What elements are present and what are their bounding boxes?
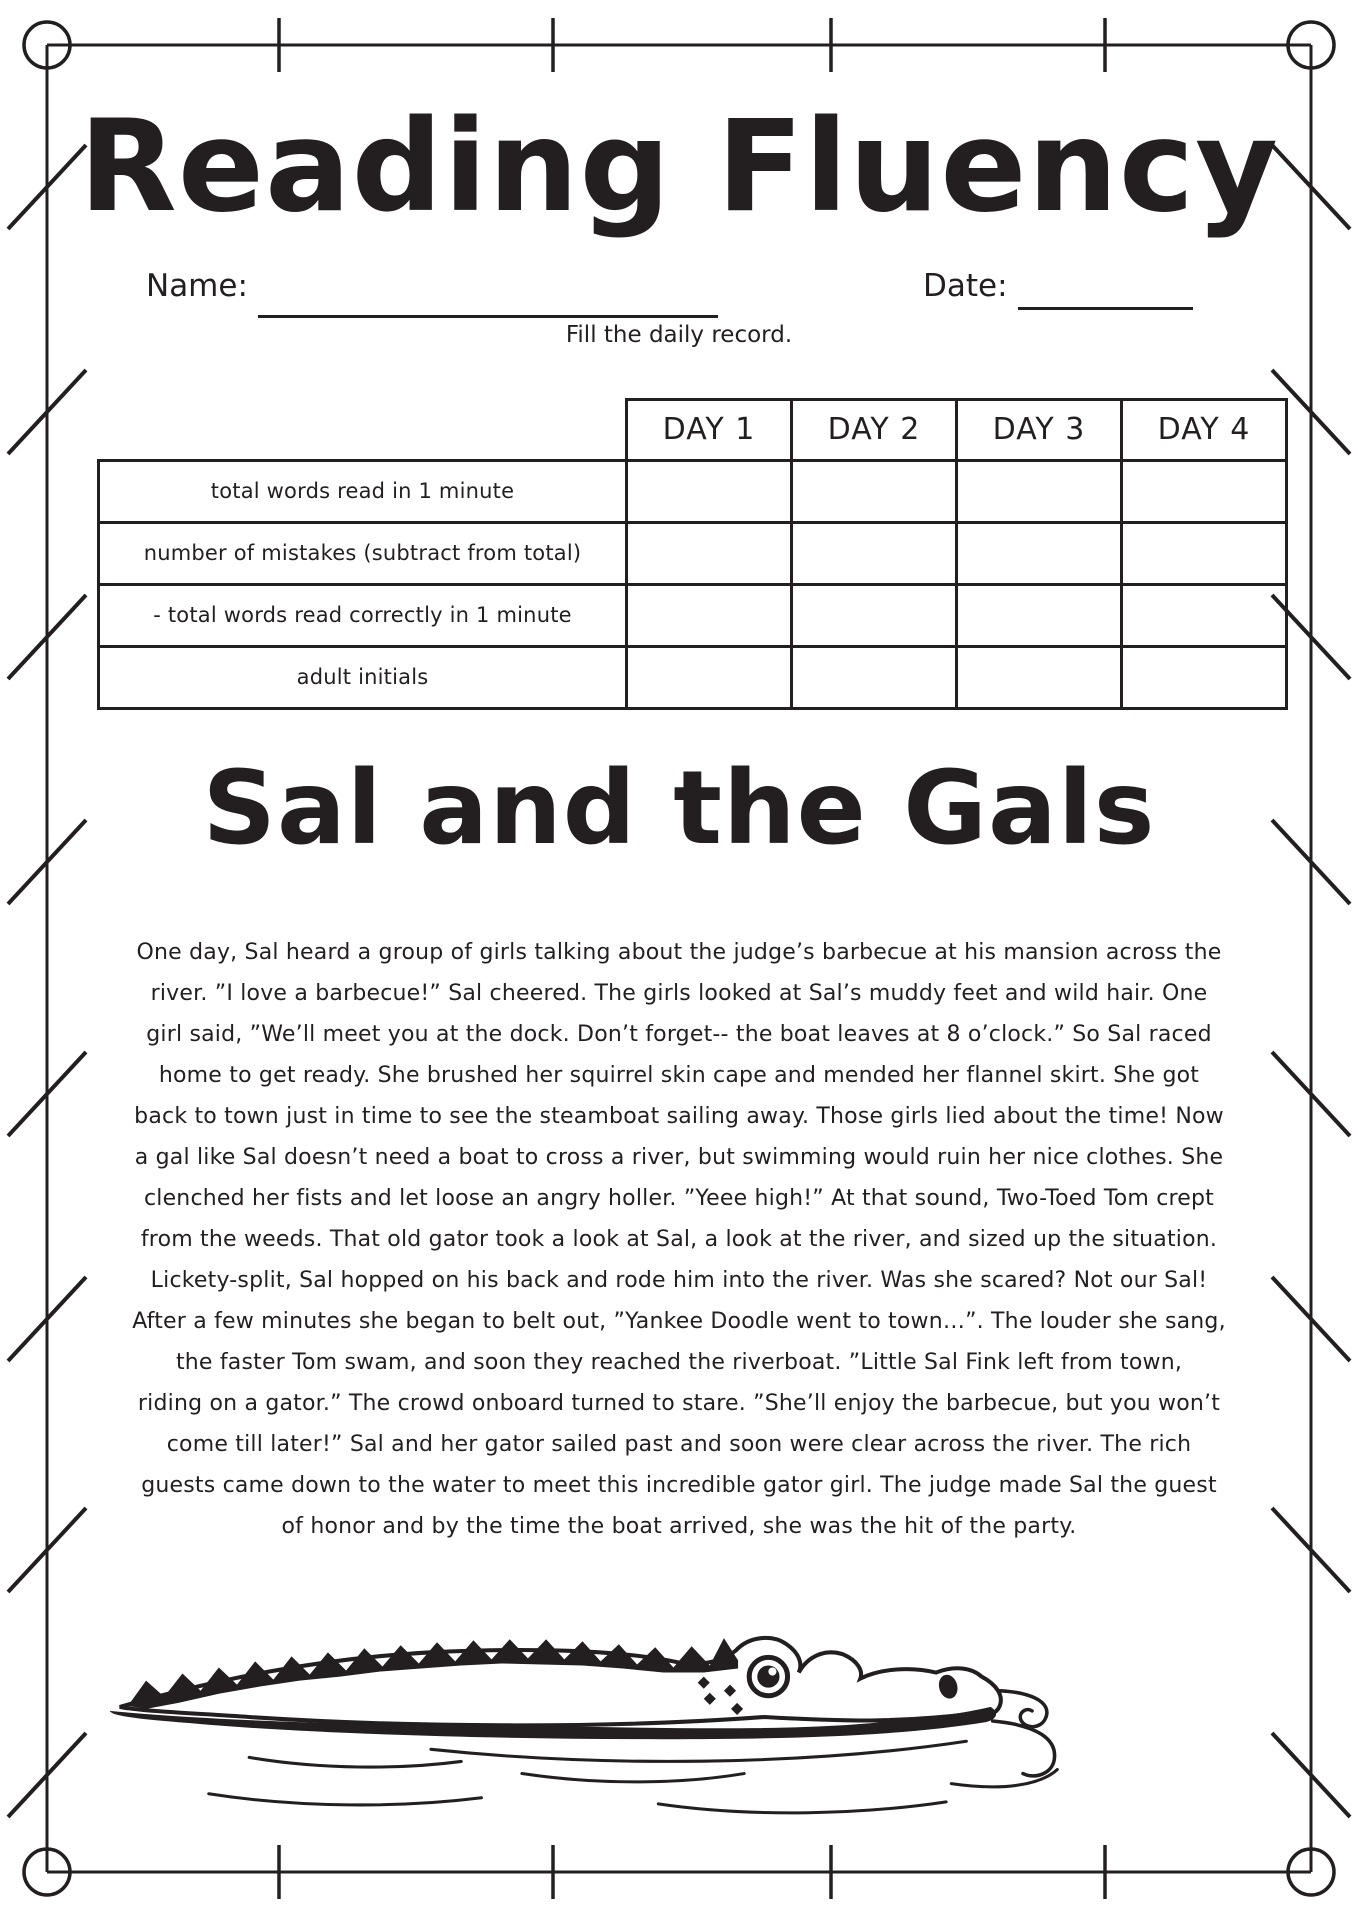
record-cell bbox=[957, 522, 1122, 584]
page-title: Reading Fluency bbox=[79, 92, 1279, 240]
passage-line: guests came down to the water to meet this incredible gator girl. The judge made Sal the guest bbox=[141, 1473, 1217, 1498]
passage-line: clenched her fists and let loose an angry holler. ”Yeee high!” At that sound, Two-Toed Tom crept bbox=[143, 1186, 1215, 1211]
day-3-header: DAY 3 bbox=[957, 400, 1122, 461]
passage-line: come till later!” Sal and her gator sailed past and soon were clear across the river. The rich bbox=[166, 1432, 1192, 1457]
passage-line: After a few minutes she began to belt out, ”Yankee Doodle went to town…”. The louder she sang, bbox=[132, 1309, 1226, 1334]
day-4-header: DAY 4 bbox=[1122, 400, 1287, 461]
passage-line: the faster Tom swam, and soon they reached the riverboat. ”Little Sal Fink left from town, bbox=[175, 1350, 1183, 1375]
record-cell bbox=[1122, 646, 1287, 708]
record-cell bbox=[627, 584, 792, 646]
passage-line: Lickety-split, Sal hopped on his back and rode him into the river. Was she scared? Not our Sal! bbox=[150, 1268, 1208, 1293]
record-cell bbox=[792, 460, 957, 522]
table-row bbox=[99, 584, 1287, 646]
day-1-header: DAY 1 bbox=[627, 400, 792, 461]
water-ripples bbox=[209, 1741, 1058, 1813]
day-2-header: DAY 2 bbox=[792, 400, 957, 461]
date-blank-line bbox=[1018, 263, 1193, 310]
story-passage bbox=[0, 932, 1358, 1547]
table-row bbox=[99, 460, 1287, 522]
daily-record-table bbox=[97, 398, 1288, 710]
passage-line: river. ”I love a barbecue!” Sal cheered. The girls looked at Sal’s muddy feet and wild hair. One bbox=[150, 981, 1208, 1006]
record-cell bbox=[627, 646, 792, 708]
record-cell bbox=[1122, 584, 1287, 646]
record-cell bbox=[1122, 522, 1287, 584]
passage-line: a gal like Sal doesn’t need a boat to cross a river, but swimming would ruin her nice clothes. She bbox=[134, 1145, 1224, 1170]
alligator-illustration bbox=[95, 1620, 1070, 1817]
row-label-mistakes: number of mistakes (subtract from total) bbox=[99, 522, 627, 584]
instruction-text: Fill the daily record. bbox=[565, 322, 793, 348]
passage-line: from the weeds. That old gator took a look at Sal, a look at the river, and sized up the situation. bbox=[140, 1227, 1218, 1252]
passage-line: riding on a gator.” The crowd onboard turned to stare. ”She’ll enjoy the barbecue, but you won’t bbox=[137, 1391, 1221, 1416]
row-label-total-words: total words read in 1 minute bbox=[99, 460, 627, 522]
table-row bbox=[99, 522, 1287, 584]
table-corner-blank bbox=[99, 400, 627, 461]
passage-line: of honor and by the time the boat arrived, she was the hit of the party. bbox=[281, 1514, 1077, 1539]
record-cell bbox=[792, 646, 957, 708]
record-cell bbox=[627, 460, 792, 522]
date-label: Date: bbox=[923, 268, 1008, 304]
record-cell bbox=[792, 522, 957, 584]
name-blank-line bbox=[258, 271, 718, 318]
passage-line: back to town just in time to see the steamboat sailing away. Those girls lied about the time! Now bbox=[134, 1104, 1224, 1129]
record-cell bbox=[1122, 460, 1287, 522]
row-label-words-correct: - total words read correctly in 1 minute bbox=[99, 584, 627, 646]
alligator-eye bbox=[749, 1657, 787, 1695]
record-cell bbox=[792, 584, 957, 646]
story-title: Sal and the Gals bbox=[202, 749, 1156, 868]
day-header-row bbox=[99, 400, 1287, 461]
name-label: Name: bbox=[146, 268, 248, 304]
row-label-adult-initials: adult initials bbox=[99, 646, 627, 708]
record-cell bbox=[957, 584, 1122, 646]
passage-line: home to get ready. She brushed her squirrel skin cape and mended her flannel skirt. She got bbox=[158, 1063, 1200, 1088]
passage-line: girl said, ”We’ll meet you at the dock. Don’t forget-- the boat leaves at 8 o’clock.” So Sal raced bbox=[146, 1022, 1212, 1047]
passage-line: One day, Sal heard a group of girls talking about the judge’s barbecue at his mansion across the bbox=[136, 940, 1222, 965]
record-cell bbox=[627, 522, 792, 584]
table-row bbox=[99, 646, 1287, 708]
record-cell bbox=[957, 460, 1122, 522]
record-cell bbox=[957, 646, 1122, 708]
